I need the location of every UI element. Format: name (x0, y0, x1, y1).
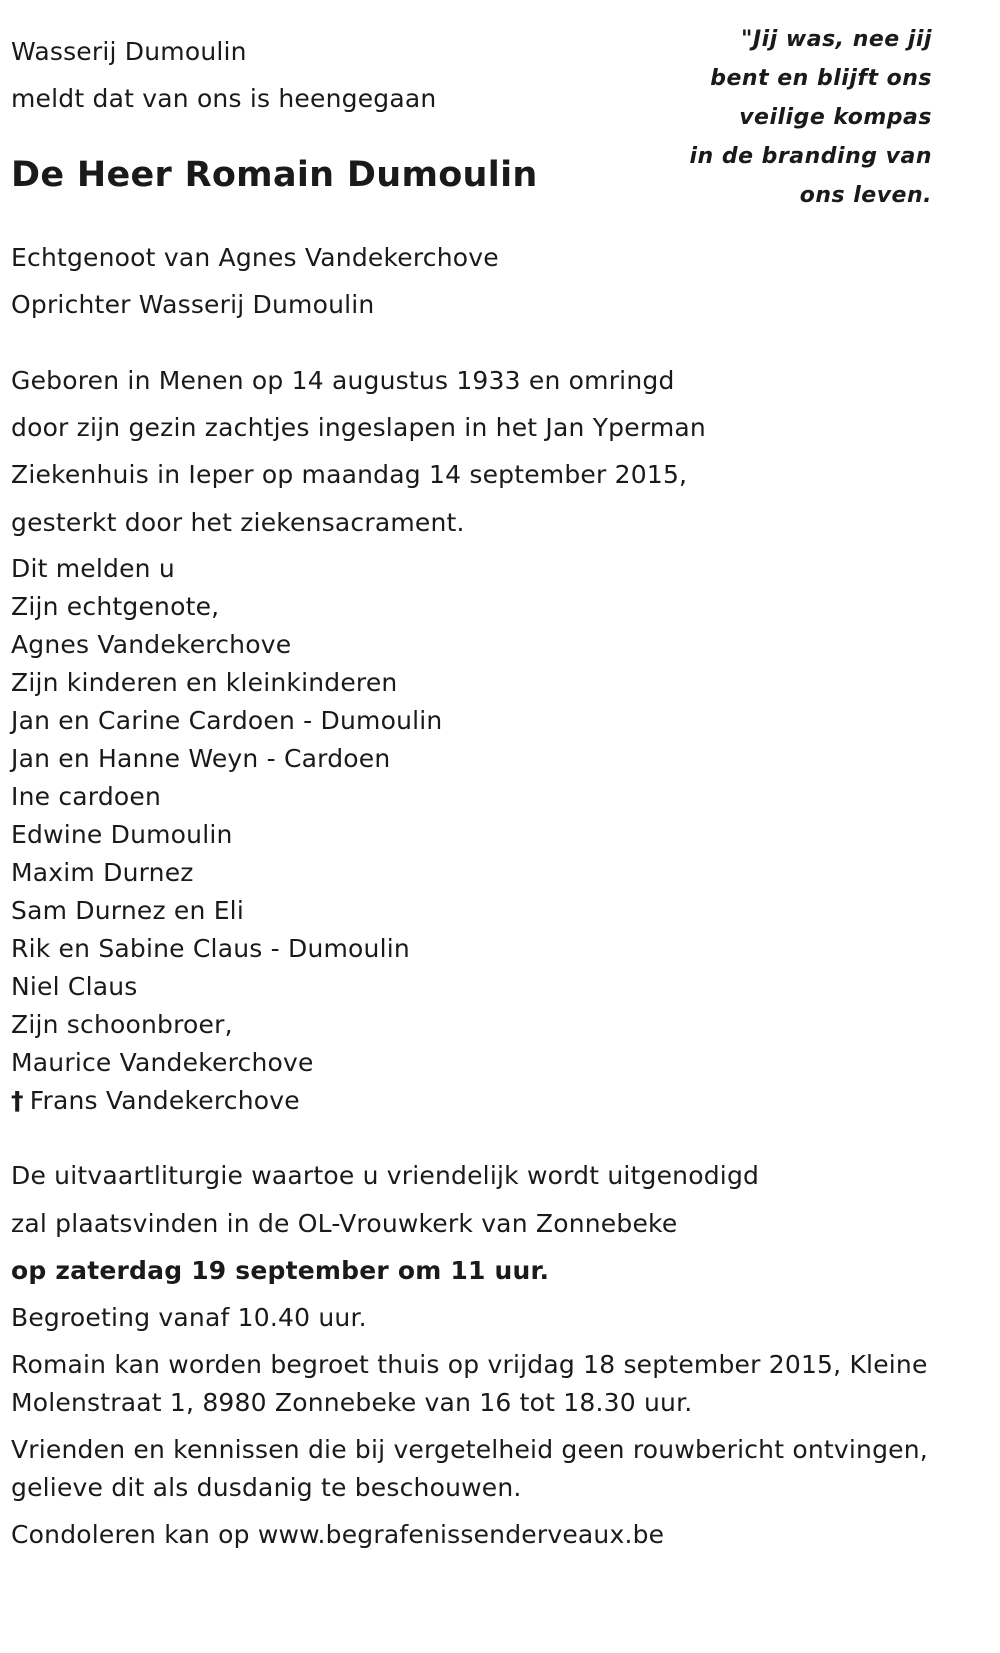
birth-death-line: Ziekenhuis in Ieper op maandag 14 september 2015, (11, 460, 688, 489)
family-line: Zijn kinderen en kleinkinderen (11, 668, 398, 697)
announcement-text: meldt dat van ons is heengegaan (11, 84, 437, 113)
family-line: Rik en Sabine Claus - Dumoulin (11, 934, 410, 963)
family-line: Maxim Durnez (11, 858, 194, 887)
family-line: Jan en Carine Cardoen - Dumoulin (11, 706, 443, 735)
company-name: Wasserij Dumoulin (11, 37, 247, 66)
family-line: Ine cardoen (11, 782, 162, 811)
quote-line: "Jij was, nee jij (741, 27, 932, 52)
quote-block (612, 20, 932, 215)
funeral-location: zal plaatsvinden in de OL-Vrouwkerk van Zonnebeke (11, 1209, 678, 1238)
birth-death-line: door zijn gezin zachtjes ingeslapen in het Jan Yperman (11, 413, 706, 442)
notice-line: gelieve dit als dusdanig te beschouwen. (11, 1473, 522, 1502)
birth-death-line: gesterkt door het ziekensacrament. (11, 508, 465, 537)
visitation-line: Romain kan worden begroet thuis op vrijdag 18 september 2015, Kleine (11, 1350, 928, 1379)
quote-line: in de branding van (689, 144, 932, 169)
deceased-family-line (11, 1086, 300, 1115)
family-line: Edwine Dumoulin (11, 820, 233, 849)
spouse-line: Echtgenoot van Agnes Vandekerchove (11, 243, 499, 272)
family-line: Dit melden u (11, 554, 175, 583)
family-line: Maurice Vandekerchove (11, 1048, 314, 1077)
condolences-line: Condoleren kan op www.begrafenissenderveaux.be (11, 1520, 665, 1549)
obituary-page (11, 0, 991, 1653)
funeral-date-time: op zaterdag 19 september om 11 uur. (11, 1256, 550, 1285)
quote-line: veilige kompas (739, 105, 932, 130)
funeral-invitation: De uitvaartliturgie waartoe u vriendelijk wordt uitgenodigd (11, 1161, 760, 1190)
visitation-line: Molenstraat 1, 8980 Zonnebeke van 16 tot 18.30 uur. (11, 1388, 693, 1417)
family-line: Jan en Hanne Weyn - Cardoen (11, 744, 391, 773)
cross-icon: † (11, 1086, 24, 1115)
family-line: Sam Durnez en Eli (11, 896, 244, 925)
deceased-name-title: De Heer Romain Dumoulin (11, 155, 538, 195)
family-line: Agnes Vandekerchove (11, 630, 292, 659)
family-line: Zijn echtgenote, (11, 592, 220, 621)
deceased-relative-name: Frans Vandekerchove (29, 1086, 300, 1115)
family-line: Zijn schoonbroer, (11, 1010, 233, 1039)
quote-line: bent en blijft ons (710, 66, 932, 91)
greeting-time: Begroeting vanaf 10.40 uur. (11, 1303, 367, 1332)
family-line: Niel Claus (11, 972, 138, 1001)
notice-line: Vrienden en kennissen die bij vergetelheid geen rouwbericht ontvingen, (11, 1435, 928, 1464)
founder-line: Oprichter Wasserij Dumoulin (11, 290, 375, 319)
birth-death-line: Geboren in Menen op 14 augustus 1933 en omringd (11, 366, 675, 395)
quote-line: ons leven. (799, 183, 932, 208)
